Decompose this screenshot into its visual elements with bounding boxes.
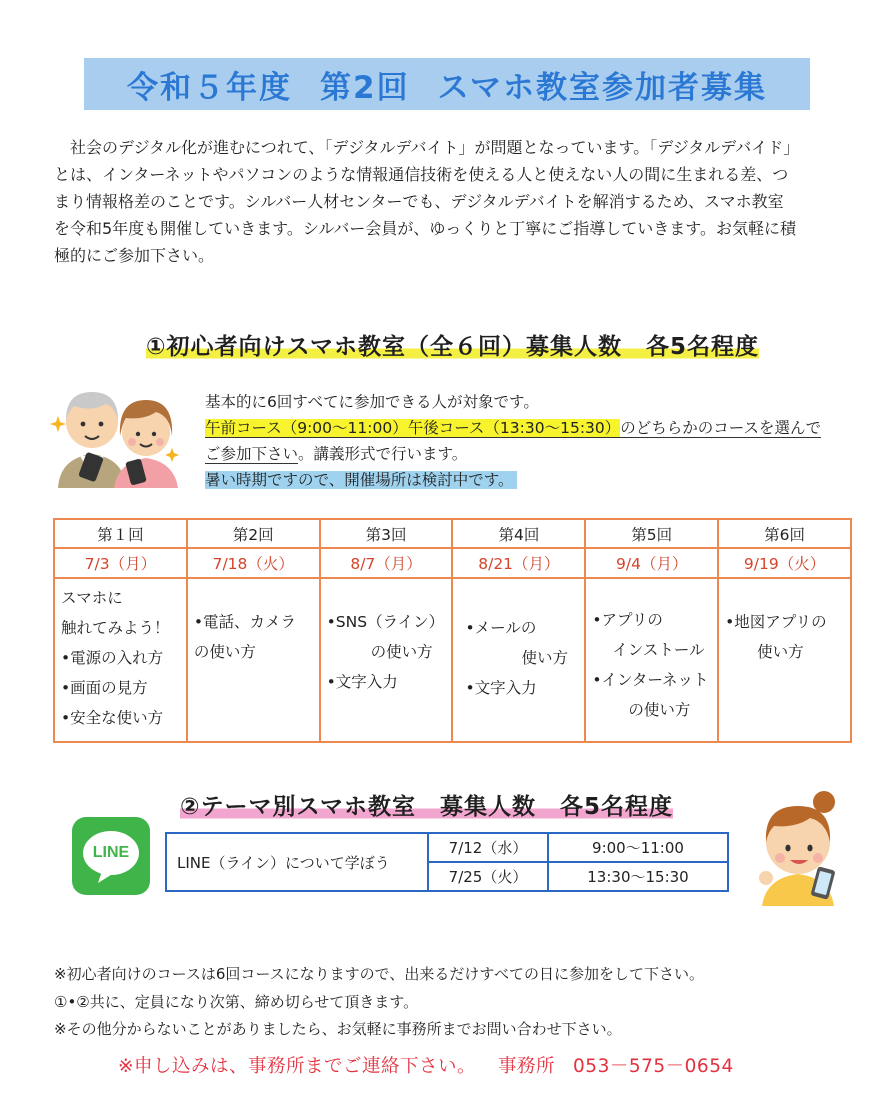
content-line: スマホに	[61, 589, 123, 607]
session-date: 7/3（月）	[54, 548, 187, 578]
session-header: 第3回	[320, 519, 453, 548]
lecture-format	[205, 441, 855, 467]
session-content	[718, 578, 851, 742]
theme-date: 7/25（火）	[428, 862, 548, 891]
note-line: ※初心者向けのコースは6回コースになりますので、出来るだけすべての日に参加をして下さい。	[54, 965, 705, 983]
session-date: 7/18（火）	[187, 548, 320, 578]
venue-note	[205, 467, 855, 493]
contact-text: ※申し込みは、事務所までご連絡下さい。	[118, 1056, 477, 1077]
content-line: •電源の入れ方	[61, 649, 164, 667]
session-content	[452, 578, 585, 742]
title-round: 第2回	[320, 69, 410, 106]
content-line: の使い方	[370, 643, 433, 661]
title-year: 令和５年度	[127, 69, 293, 106]
course-times	[205, 415, 855, 441]
session-content	[187, 578, 320, 742]
content-line: インストール	[612, 641, 705, 659]
session-content	[54, 578, 187, 742]
page-title	[84, 58, 810, 110]
session-header: 第5回	[585, 519, 718, 548]
session-date: 8/21（月）	[452, 548, 585, 578]
woman-with-phone-icon	[752, 790, 846, 906]
content-line: 使い方	[757, 643, 804, 661]
contact-line	[118, 1052, 734, 1078]
line-icon-label: LINE	[92, 844, 130, 861]
target-text: 基本的に6回すべてに参加できる人が対象です。	[205, 393, 539, 411]
section1-description	[205, 389, 855, 493]
session-header: 第4回	[452, 519, 585, 548]
session-content	[585, 578, 718, 742]
table-row	[166, 833, 728, 862]
note-line: ①•②共に、定員になり次第、締め切らせて頂きます。	[54, 992, 419, 1011]
intro-line: を令和5年度も開催していきます。シルバー会員が、ゆっくりと丁寧にご指導していきます。お気軽に積	[54, 219, 796, 238]
table-row	[54, 548, 851, 578]
content-line: •画面の見方	[61, 679, 148, 697]
session-date: 9/19（火）	[718, 548, 851, 578]
lecture-format-text: 。講義形式で行います。	[298, 445, 468, 463]
course-times-highlight: 午前コース（9:00～11:00）午後コース（13:30～15:30）	[205, 419, 621, 437]
theme-time: 13:30～15:30	[548, 862, 728, 891]
section1-heading: ①初心者向けスマホ教室（全６回）募集人数 各5名程度	[146, 328, 759, 361]
content-line: •文字入力	[465, 679, 537, 697]
content-line: 使い方	[521, 649, 568, 667]
session-header: 第１回	[54, 519, 187, 548]
intro-line: まり情報格差のことです。シルバー人材センターでも、デジタルデバイトを解消するため、スマホ教室	[54, 192, 784, 211]
content-line: の使い方	[628, 701, 691, 719]
session-date: 9/4（月）	[585, 548, 718, 578]
intro-line: 極的にご参加下さい。	[54, 246, 215, 265]
seniors-illustration-icon	[48, 376, 184, 488]
intro-paragraph	[54, 134, 844, 269]
theme-date: 7/12（水）	[428, 833, 548, 862]
content-line: •電話、カメラ	[193, 613, 296, 631]
content-line: •安全な使い方	[61, 709, 164, 727]
course-choice-text: のどちらかのコースを選んで	[620, 419, 821, 437]
content-line: •アプリの	[592, 611, 663, 629]
schedule-table	[53, 518, 852, 743]
notes	[54, 961, 704, 1044]
session-date: 8/7（月）	[320, 548, 453, 578]
line-app-icon	[72, 817, 150, 895]
participate-text: ご参加下さい	[205, 445, 299, 463]
session-content	[320, 578, 453, 742]
content-line: の使い方	[193, 643, 256, 661]
title-main: スマホ教室参加者募集	[437, 69, 767, 106]
intro-line: とは、インターネットやパソコンのような情報通信技術を使える人と使えない人の間に生まれる差、つ	[54, 165, 789, 184]
office-label: 事務所	[498, 1056, 556, 1077]
theme-table	[165, 832, 729, 892]
note-line: ※その他分からないことがありましたら、お気軽に事務所までお問い合わせ下さい。	[54, 1020, 622, 1038]
intro-line: 社会のデジタル化が進むにつれて、「デジタルデバイト」が問題となっています。「デジタルデバイド」	[70, 138, 800, 157]
table-row	[54, 519, 851, 548]
theme-topic: LINE（ライン）について学ぼう	[166, 833, 428, 891]
phone-number: 053－575－0654	[573, 1056, 734, 1077]
content-line: •地図アプリの	[725, 613, 827, 631]
session-header: 第2回	[187, 519, 320, 548]
venue-note-highlight: 暑い時期ですので、開催場所は検討中です。	[205, 471, 517, 489]
section2-heading: ②テーマ別スマホ教室 募集人数 各5名程度	[180, 788, 673, 821]
content-line: •インターネット	[592, 671, 709, 689]
content-line: •メールの	[465, 619, 537, 637]
theme-time: 9:00～11:00	[548, 833, 728, 862]
content-line: •SNS（ライン）	[326, 613, 445, 631]
content-line: •文字入力	[326, 673, 398, 691]
table-row	[54, 578, 851, 742]
session-header: 第6回	[718, 519, 851, 548]
content-line: 触れてみよう！	[61, 619, 170, 637]
